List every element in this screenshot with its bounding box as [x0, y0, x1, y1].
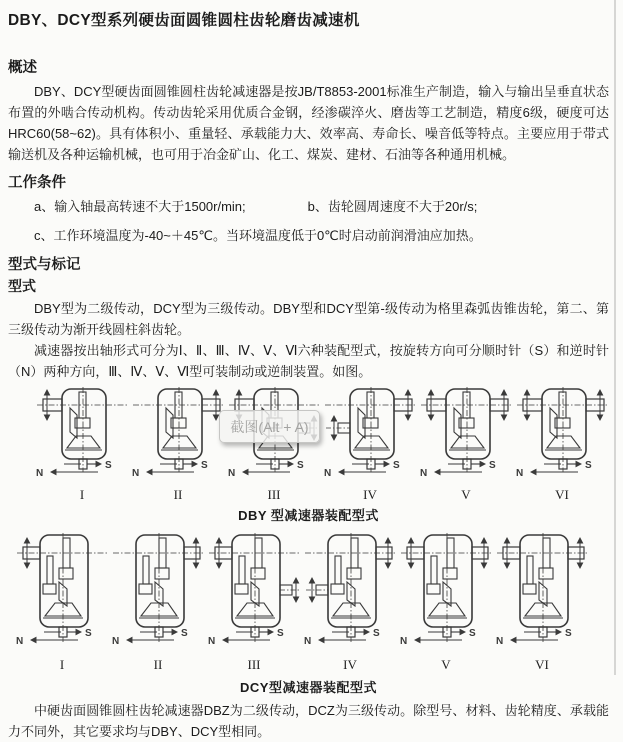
svg-text:N: N — [324, 468, 332, 479]
svg-text:S: S — [585, 460, 592, 471]
type-paragraph-1: DBY型为二级传动，DCY型为三级传动。DBY型和DCY型第-级传动为格里森弧齿锥齿轮，第二、第三级传动为渐开线圆柱斜齿轮。 — [8, 301, 609, 337]
svg-text:S: S — [181, 628, 188, 639]
reducer-diagram-vi — [514, 386, 610, 503]
svg-text:N: N — [304, 636, 312, 647]
reducer-diagram-i — [34, 386, 130, 503]
svg-text:N: N — [208, 636, 216, 647]
svg-text:S: S — [277, 628, 284, 639]
condition-item-b: b、齿轮圆周速度不大于20r/s; — [307, 199, 478, 214]
type-paragraph-2: 减速器按出轴形式可分为Ⅰ、Ⅱ、Ⅲ、Ⅳ、Ⅴ、Ⅵ六种装配型式，按旋转方向可分顺时针（S）和逆时针（N）两种方向，Ⅲ、Ⅳ、Ⅴ、Ⅵ型可装制动或逆制装置。如图。 — [8, 343, 609, 379]
reducer-diagram-ii — [130, 386, 226, 503]
diagram-label: IV — [343, 657, 357, 672]
svg-text:S: S — [297, 460, 304, 471]
page-edge-line — [614, 0, 616, 675]
svg-text:N: N — [36, 468, 44, 479]
diagram-label: VI — [535, 657, 549, 672]
diagram-label: II — [173, 487, 183, 502]
condition-item-c: c、工作环境温度为-40~＋45℃。当环境温度低于0℃时启动前润滑油应加热。 — [34, 228, 482, 243]
reducer-diagram-v — [418, 386, 514, 503]
footer-paragraph: 中硬齿面圆锥圆柱齿轮减速器DBZ为二级传动，DCZ为三级传动。除型号、材料、齿轮精度、承载能力不同外，其它要求均与DBY、DCY型相同。 — [8, 703, 609, 739]
reducer-diagram-ii — [110, 532, 206, 673]
diagram-label: III — [267, 487, 281, 502]
svg-text:N: N — [420, 468, 428, 479]
condition-item-a: a、输入轴最高转速不大于1500r/min; — [34, 199, 246, 214]
page-title: DBY、DCY型系列硬齿面圆锥圆柱齿轮磨齿减速机 — [8, 12, 360, 29]
svg-text:S: S — [105, 460, 112, 471]
working-conditions-line-ab — [8, 198, 609, 216]
screenshot-tooltip-label: 截图(Alt + A) — [230, 418, 309, 435]
svg-text:N: N — [132, 468, 140, 479]
svg-text:N: N — [228, 468, 236, 479]
dcy-figure-row — [8, 526, 609, 673]
screenshot-tooltip — [219, 410, 320, 443]
svg-text:S: S — [469, 628, 476, 639]
type-subheading: 型式 — [8, 278, 36, 294]
reducer-diagram-vi — [494, 532, 590, 673]
svg-text:N: N — [496, 636, 504, 647]
reducer-diagram-iii — [226, 386, 322, 503]
svg-text:S: S — [393, 460, 400, 471]
dcy-figure-caption: DCY型减速器装配型式 — [240, 680, 377, 695]
svg-text:S: S — [373, 628, 380, 639]
diagram-label: III — [247, 657, 261, 672]
diagram-label: II — [153, 657, 163, 672]
overview-paragraph: DBY、DCY型硬齿面圆锥圆柱齿轮减速器是按JB/T8853-2001标准生产制造，输入与输出呈垂直状态布置的外啮合传动机构。传动齿轮采用优质合金钢，经渗碳淬火、磨齿等工艺制造，精度6级，硬度可达HRC60(58~62)。具有体积小、重量轻、承载能力大、效率高、寿命长、噪音低等特点。主要应用于带式输送机及各种运输机械，也可用于冶金矿山、化工、煤炭、建材、石油等各种通用机械。 — [8, 84, 609, 162]
diagram-label: VI — [555, 487, 569, 502]
type-marking-heading: 型式与标记 — [8, 257, 81, 273]
svg-text:S: S — [85, 628, 92, 639]
diagram-label: I — [79, 487, 85, 502]
svg-text:N: N — [16, 636, 24, 647]
diagram-label: IV — [363, 487, 377, 502]
reducer-diagram-iv — [302, 532, 398, 673]
working-conditions-heading: 工作条件 — [8, 175, 66, 191]
diagram-label: V — [461, 487, 471, 502]
diagram-label: V — [441, 657, 451, 672]
overview-heading: 概述 — [8, 60, 37, 76]
svg-text:N: N — [516, 468, 524, 479]
reducer-diagram-v — [398, 532, 494, 673]
reducer-diagram-iii — [206, 532, 302, 673]
svg-text:N: N — [400, 636, 408, 647]
svg-text:N: N — [112, 636, 120, 647]
dby-figure-caption: DBY 型减速器装配型式 — [238, 508, 379, 523]
reducer-diagram-iv — [322, 386, 418, 503]
reducer-diagram-i — [14, 532, 110, 673]
svg-text:S: S — [489, 460, 496, 471]
svg-text:S: S — [565, 628, 572, 639]
diagram-label: I — [59, 657, 65, 672]
svg-text:S: S — [201, 460, 208, 471]
